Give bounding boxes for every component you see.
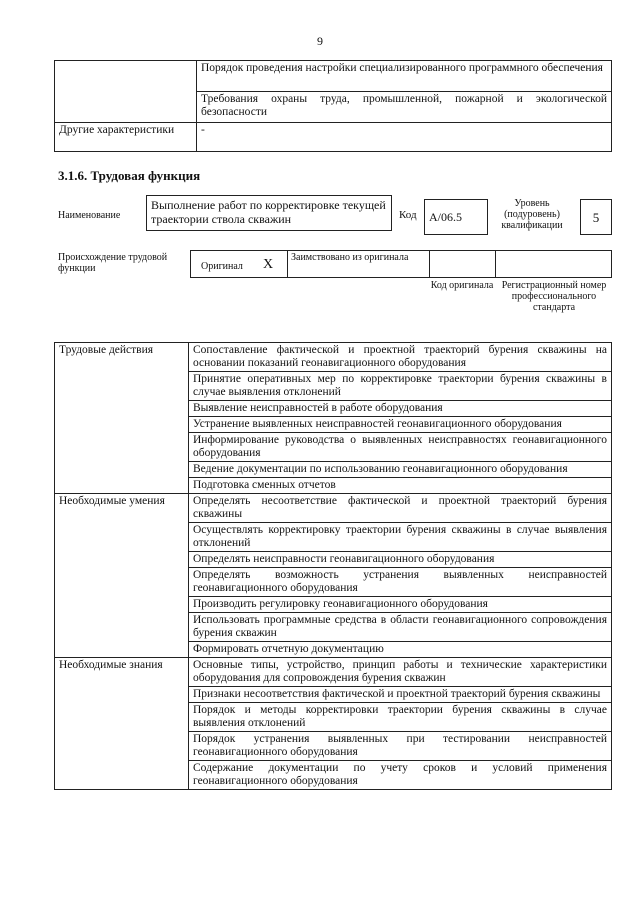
page-number: 9	[317, 34, 323, 48]
action-item: Сопоставление фактической и проектной траекторий бурения скважины на основании показаний геонавигационного оборудования	[189, 343, 612, 372]
function-name: Выполнение работ по корректировке текущей траектории ствола скважин	[146, 195, 392, 231]
knowledge-item: Порядок устранения выявленных при тестировании неисправностей геонавигационного оборудования	[189, 732, 612, 761]
top-table-item: Требования охраны труда, промышленной, пожарной и экологической безопасности	[197, 92, 612, 123]
knowledge-item: Содержание документации по учету сроков и условий применения геонавигационного оборудования	[189, 761, 612, 790]
level-value: 5	[580, 199, 612, 235]
top-table-item: -	[197, 123, 612, 152]
code-value: А/06.5	[424, 199, 488, 235]
divider	[495, 251, 496, 277]
top-table	[54, 60, 612, 152]
action-item: Ведение документации по использованию геонавигационного оборудования	[189, 462, 612, 478]
skill-item: Формировать отчетную документацию	[189, 642, 612, 658]
skill-item: Определять возможность устранения выявленных неисправностей геонавигационного оборудования	[189, 568, 612, 597]
skill-item: Производить регулировку геонавигационного оборудования	[189, 597, 612, 613]
origin-label: Происхождение трудовой функции	[58, 252, 168, 274]
row-label-actions: Трудовые действия	[55, 343, 189, 494]
knowledge-item: Порядок и методы корректировки траектории бурения скважины в случае выявления отклонений	[189, 703, 612, 732]
top-table-label-empty	[55, 61, 197, 123]
action-item: Подготовка сменных отчетов	[189, 478, 612, 494]
reg-caption: Регистрационный номер профессионального стандарта	[501, 280, 607, 313]
action-item: Принятие оперативных мер по корректировке траектории бурения скважины в случае выявления отклонений	[189, 372, 612, 401]
action-item: Информирование руководства о выявленных неисправностях геонавигационного оборудования	[189, 433, 612, 462]
action-item: Выявление неисправностей в работе оборудования	[189, 401, 612, 417]
knowledge-item: Признаки несоответствия фактической и проектной траекторий бурения скважины	[189, 687, 612, 703]
row-label-knowledge: Необходимые знания	[55, 658, 189, 790]
level-label: Уровень (подуровень) квалификации	[501, 198, 563, 231]
divider	[429, 251, 430, 277]
top-table-item: Порядок проведения настройки специализированного программного обеспечения	[197, 61, 612, 92]
original-label: Оригинал	[201, 261, 243, 272]
skill-item: Осуществлять корректировку траектории бурения скважины в случае выявления отклонений	[189, 523, 612, 552]
section-title: 3.1.6. Трудовая функция	[58, 168, 201, 183]
main-table	[54, 342, 612, 790]
code-label: Код	[399, 209, 417, 221]
divider	[287, 251, 288, 277]
knowledge-item: Основные типы, устройство, принцип работы и технические характеристики оборудования для сопровождения бурения скважин	[189, 658, 612, 687]
skill-item: Определять несоответствие фактической и проектной траекторий бурения скважины	[189, 494, 612, 523]
code-caption: Код оригинала	[430, 280, 494, 291]
row-label-skills: Необходимые умения	[55, 494, 189, 658]
skill-item: Использовать программные средства в области геонавигационного сопровождения бурения скважин	[189, 613, 612, 642]
origin-box	[190, 250, 612, 278]
name-label: Наименование	[58, 210, 121, 221]
top-table-label: Другие характеристики	[55, 123, 197, 152]
original-mark: X	[263, 257, 274, 272]
borrowed-label: Заимствовано из оригинала	[291, 252, 409, 263]
skill-item: Определять неисправности геонавигационного оборудования	[189, 552, 612, 568]
action-item: Устранение выявленных неисправностей геонавигационного оборудования	[189, 417, 612, 433]
